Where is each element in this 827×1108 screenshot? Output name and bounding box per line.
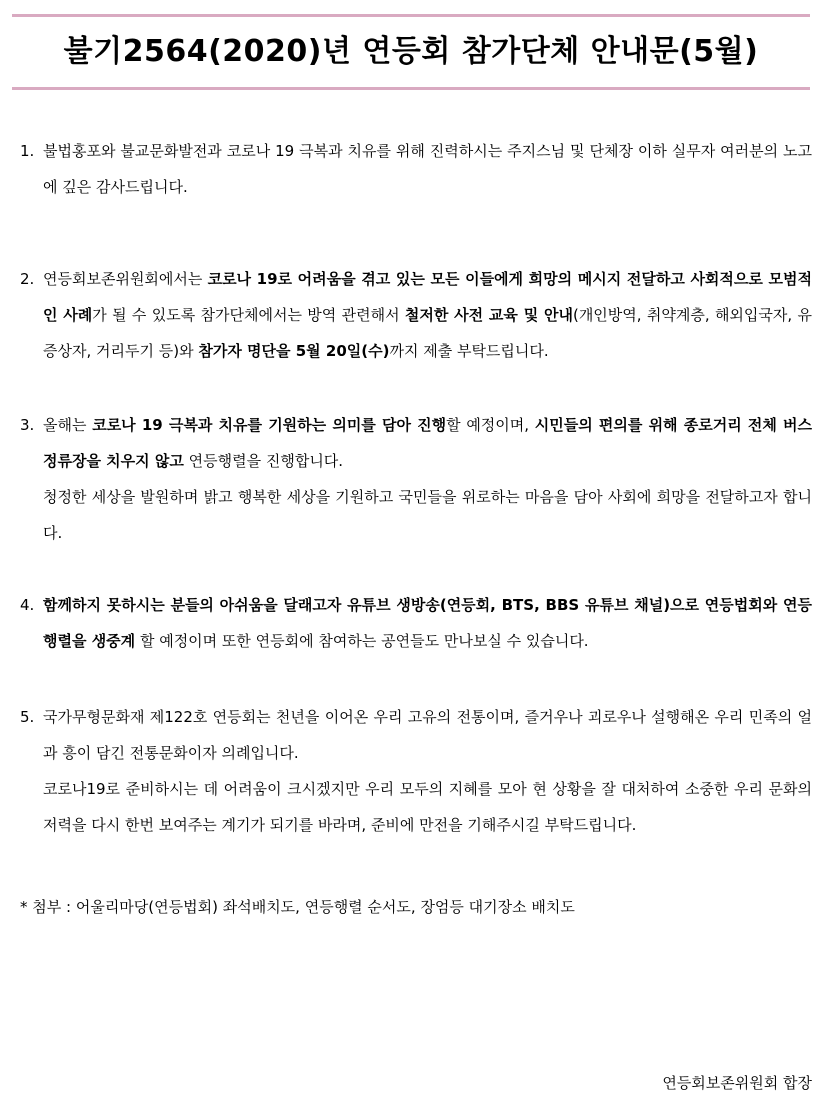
signature-line: 연등회보존위원회 합장 bbox=[662, 1074, 812, 1092]
item-number: 2. bbox=[20, 270, 35, 288]
page-title: 불기2564(2020)년 연등회 참가단체 안내문(5월) bbox=[63, 34, 759, 69]
notice-item-4 bbox=[20, 587, 812, 659]
body-text: 할 예정이며, bbox=[446, 416, 535, 434]
item-text bbox=[43, 133, 812, 205]
notice-item-3 bbox=[20, 407, 812, 551]
attachment-note: * 첨부 : 어울리마당(연등법회) 좌석배치도, 연등행렬 순서도, 장엄등 대기장소 배치도 bbox=[20, 898, 575, 916]
body-text: 올해는 bbox=[43, 416, 93, 434]
item-text bbox=[43, 407, 812, 551]
body-text: 국가무형문화재 제122호 연등회는 천년을 이어온 우리 고유의 전통이며, 즐거우나 괴로우나 설행해온 우리 민족의 얼과 흥이 담긴 전통문화이자 의례입니다. bbox=[43, 708, 812, 762]
emphasis-text: 코로나 19 극복과 치유를 기원하는 의미를 담아 진행 bbox=[92, 416, 447, 434]
item-text bbox=[43, 587, 812, 659]
body-text: 할 예정이며 또한 연등회에 참여하는 공연들도 만나보실 수 있습니다. bbox=[135, 632, 589, 650]
item-number: 4. bbox=[20, 596, 35, 614]
body-text: 코로나19로 준비하시는 데 어려움이 크시겠지만 우리 모두의 지혜를 모아 현 상황을 잘 대처하여 소중한 우리 문화의 저력을 다시 한번 보여주는 계기가 되기를 바라며, 준비에 만전을 기해주시길 부탁드립니다. bbox=[43, 780, 812, 834]
notice-item-5 bbox=[20, 699, 812, 843]
item-number: 1. bbox=[20, 142, 35, 160]
body-text: 연등회보존위원회에서는 bbox=[43, 270, 208, 288]
item-text bbox=[43, 261, 812, 369]
item-number: 5. bbox=[20, 708, 35, 726]
body-text: 청정한 세상을 발원하며 밝고 행복한 세상을 기원하고 국민들을 위로하는 마음을 담아 사회에 희망을 전달하고자 합니다. bbox=[43, 488, 812, 542]
emphasis-text: 참가자 명단을 5월 20일(수) bbox=[198, 342, 390, 360]
item-number: 3. bbox=[20, 416, 35, 434]
body-text: (개인방역, 취약계층, 해외입국자, 유증상자, 거리두기 등)와 bbox=[43, 306, 812, 360]
notice-item-1 bbox=[20, 133, 812, 205]
emphasis-text: 시민들의 편의를 위해 종로거리 전체 버스정류장을 치우지 않고 bbox=[43, 416, 812, 470]
emphasis-text: 함께하지 못하시는 분들의 아쉬움을 달래고자 유튜브 생방송(연등회, BTS, BBS 유튜브 채널)으로 연등법회와 연등행렬을 생중계 bbox=[43, 596, 812, 650]
bottom-divider bbox=[12, 87, 810, 90]
body-text: 까지 제출 부탁드립니다. bbox=[389, 342, 549, 360]
body-text: 연등행렬을 진행합니다. bbox=[183, 452, 344, 470]
body-text: 가 될 수 있도록 참가단체에서는 방역 관련해서 bbox=[92, 306, 405, 324]
body-text: 불법홍포와 불교문화발전과 코로나 19 극복과 치유를 위해 진력하시는 주지스님 및 단체장 이하 실무자 여러분의 노고에 깊은 감사드립니다. bbox=[43, 142, 812, 196]
emphasis-text: 철저한 사전 교육 및 안내 bbox=[404, 306, 573, 324]
notice-item-2 bbox=[20, 261, 812, 369]
item-text bbox=[43, 699, 812, 843]
emphasis-text: 코로나 19로 어려움을 겪고 있는 모든 이들에게 희망의 메시지 전달하고 사회적으로 모범적인 사례 bbox=[43, 270, 812, 324]
notice-body bbox=[20, 133, 812, 925]
top-divider bbox=[12, 14, 810, 17]
